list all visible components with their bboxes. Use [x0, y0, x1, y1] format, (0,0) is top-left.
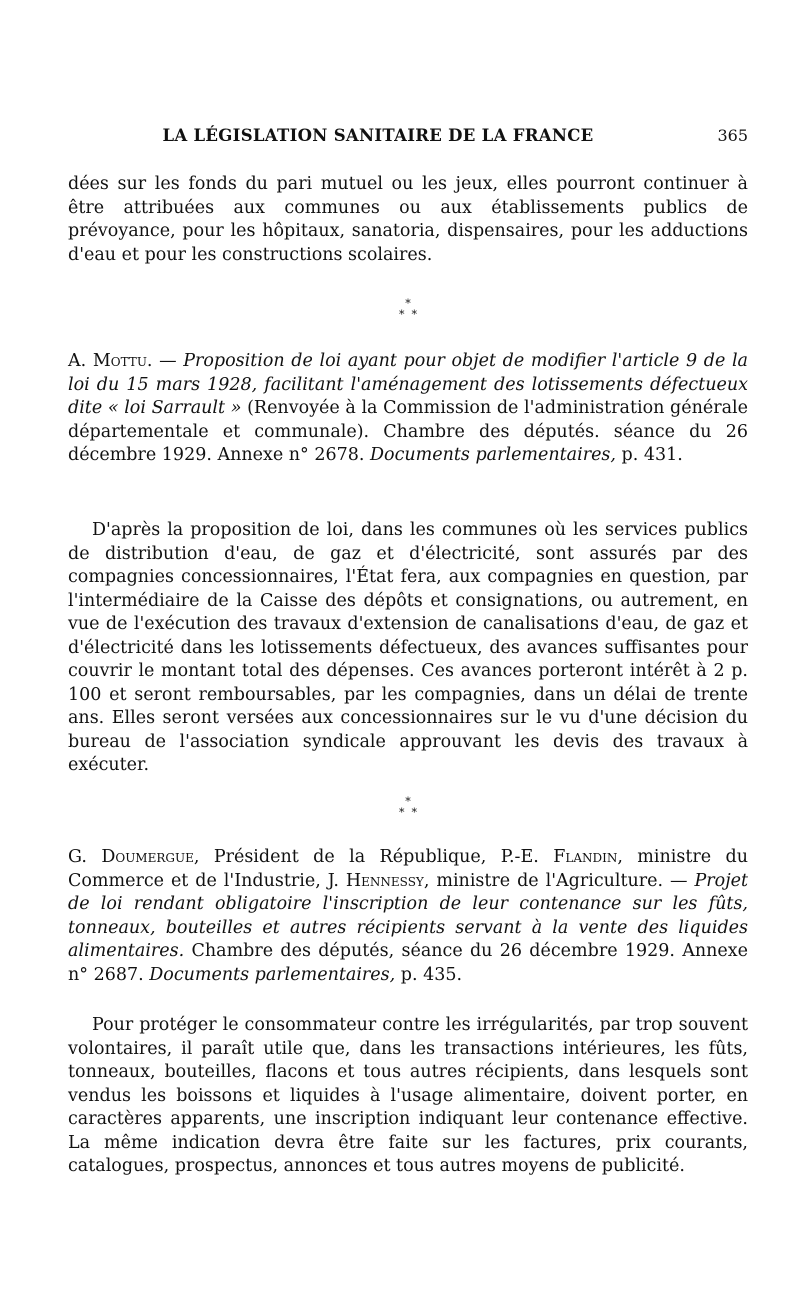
entry-text	[68, 350, 748, 468]
entry-page: p. 431.	[615, 445, 683, 465]
entry-text-segment: ministre du Commerce et de l'Industrie, J.	[68, 847, 748, 891]
entry-text-segment: ministre de l'Agriculture. —	[429, 870, 695, 891]
entry-details: Chambre des députés, séance du 26 décembre 1929. Annexe n° 2687.	[68, 941, 748, 985]
entry-details: (Renvoyée à la Commission de l'administration générale départementale et communale). Chambre des députés. séance du 26 décembre 1929. Annexe n° 2678.	[68, 398, 748, 465]
paragraph-text: dées sur les fonds du pari mutuel ou les jeux, elles pourront continuer à être attribuées aux communes ou aux établissements publics de prévoyance, pour les hôpitaux, sanatoria, dispensaires, pour les adductions d'eau et pour les constructions scolaires.	[68, 174, 748, 265]
separator-star-top: *	[405, 297, 411, 310]
bibliography-entry-mottu	[68, 350, 748, 468]
separator-star-top: *	[405, 795, 411, 808]
paragraph-continuation	[68, 173, 748, 267]
paragraph-text: Pour protéger le consommateur contre les irrégularités, par trop souvent volontaires, il paraît utile que, dans les transactions intérieures, les fûts, tonneaux, bouteilles, flacons et tous autres récipients, dans lesquels sont vendus les boissons et liquides à l'usage alimentaire, doivent porter, en caractères apparents, une inscription indiquant leur contenance effective. La même indication devra être faite sur les factures, prix courants, catalogues, prospectus, annonces et tous autres moyens de publicité.	[68, 1015, 748, 1176]
entry-title: Projet de loi rendant obligatoire l'inscription de leur contenance sur les fûts, tonneaux, bouteilles et autres récipients servant à la vente des liquides alimentaires.	[68, 870, 749, 961]
separator-stars-bottom: * *	[399, 308, 417, 321]
running-head	[68, 124, 748, 148]
running-title: LA LÉGISLATION SANITAIRE DE LA FRANCE	[162, 126, 594, 145]
dash: —	[152, 351, 184, 371]
author-name: Flandin,	[553, 847, 623, 867]
entry-page: p. 435.	[395, 964, 463, 985]
entry-title: Proposition de loi ayant pour objet de modifier l'article 9 de la loi du 15 mars 1928, facilitant l'aménagement des lotissements défectueux dite « loi Sarrault »	[68, 351, 748, 418]
entry-text-segment: Président de la République, P.-E.	[199, 847, 554, 867]
author-initial: A.	[68, 351, 87, 371]
bibliography-entry-doumergue	[68, 846, 748, 987]
author-initial: G.	[68, 847, 87, 867]
author-name: Doumergue,	[101, 847, 200, 867]
separator-stars-bottom: * *	[399, 806, 417, 819]
section-separator	[68, 298, 748, 320]
documents-label: Documents parlementaires,	[149, 964, 396, 985]
author-name: Mottu.	[92, 351, 153, 371]
paragraph-doumergue-summary	[68, 1014, 748, 1179]
paragraph-mottu-summary	[68, 519, 748, 778]
section-separator	[68, 796, 748, 818]
page-number: 365	[717, 126, 748, 145]
author-name: Hennessy,	[345, 870, 430, 891]
paragraph-text: D'après la proposition de loi, dans les communes où les services publics de distribution d'eau, de gaz et d'électricité, sont assurés par des compagnies concessionnaires, l'État fera, aux compagnies en question, par l'intermédiaire de la Caisse des dépôts et consignations, ou autrement, en vue de l'exécution des travaux d'extension de canalisations d'eau, de gaz et d'électricité dans les lotissements défectueux, des avances suffisantes pour couvrir le montant total des dépenses. Ces avances porteront intérêt à 2 p. 100 et seront remboursables, par les compagnies, dans un délai de trente ans. Elles seront versées aux concessionnaires sur le vu d'une décision du bureau de l'association syndicale approuvant les devis des travaux à exécuter.	[68, 520, 748, 775]
entry-text	[68, 846, 748, 987]
documents-label: Documents parlementaires,	[370, 445, 616, 465]
